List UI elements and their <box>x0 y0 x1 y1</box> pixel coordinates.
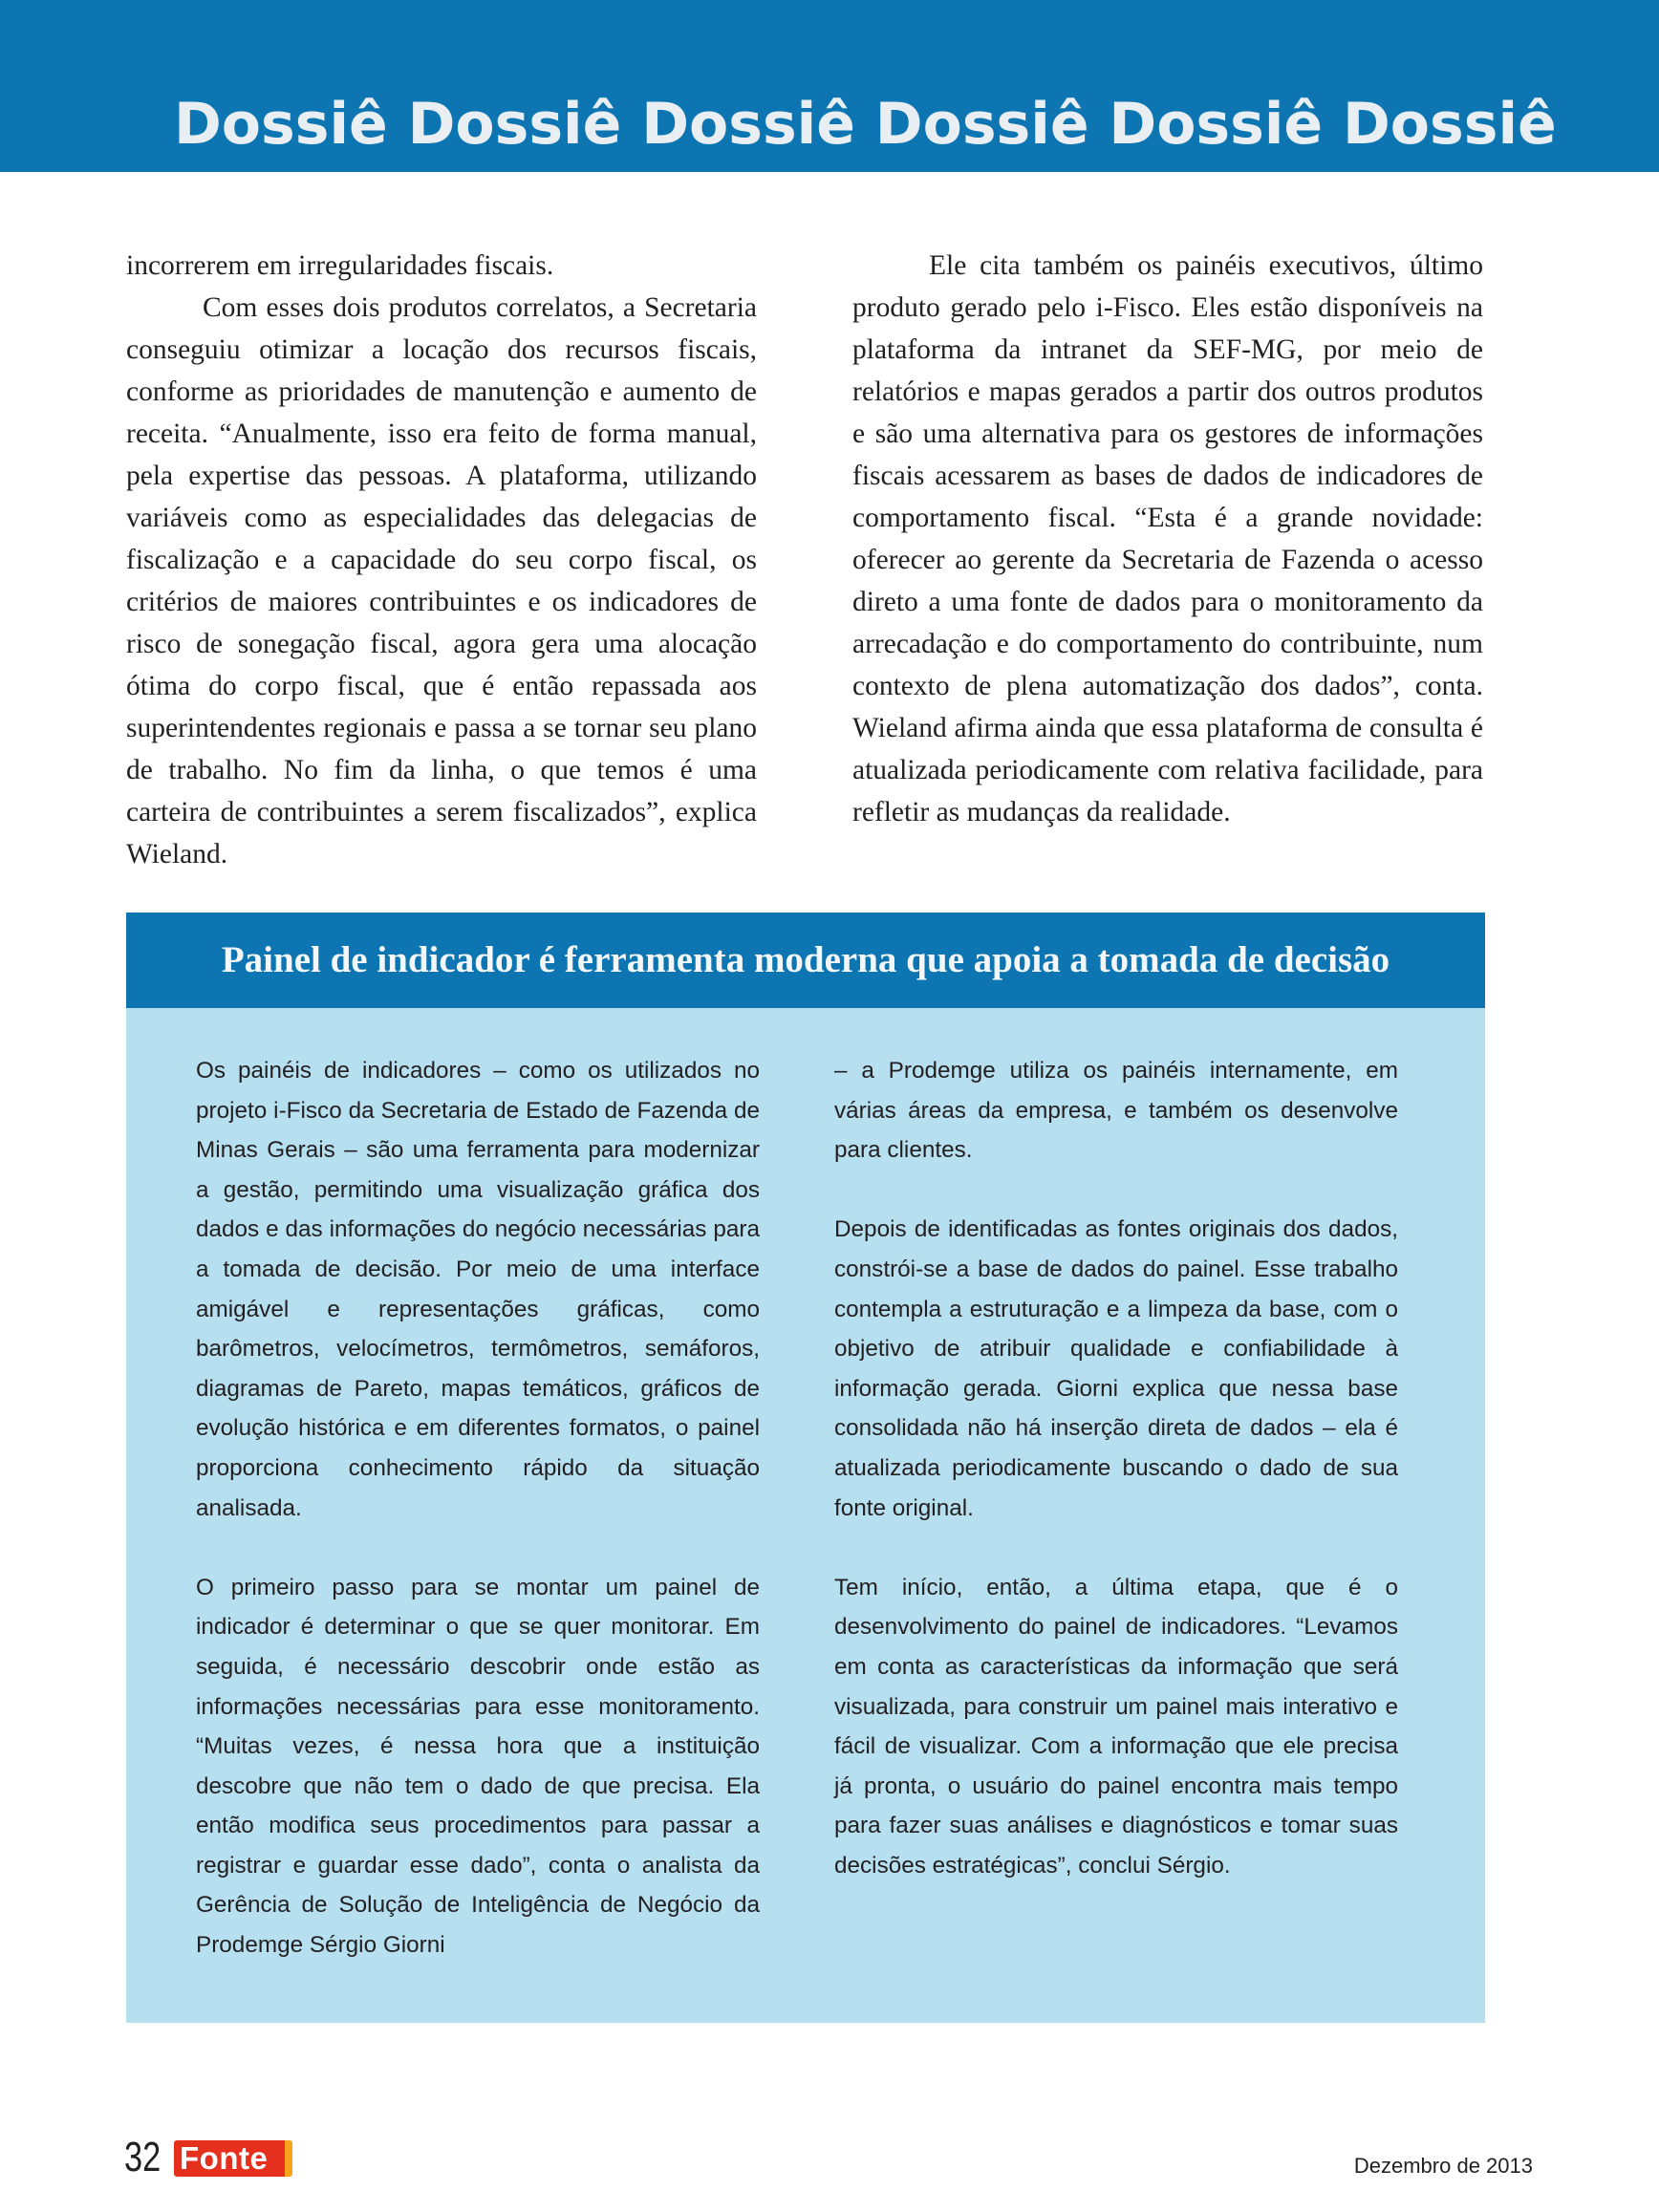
sidebar-box-title: Painel de indicador é ferramenta moderna que apoia a tomada de decisão <box>221 939 1390 980</box>
article-right-column <box>852 245 1483 833</box>
sidebar-paragraph: Tem início, então, a última etapa, que é o desenvolvimento do painel de indicadores. “Levamos em conta as características da informação que será visualizada, para construir um painel mais interativo e fácil de visualizar. Com a informação que ele precisa já pronta, o usuário do painel encontra mais tempo para fazer suas análises e diagnósticos e tomar suas decisões estratégicas”, conclui Sérgio. <box>834 1574 1398 1879</box>
article-left-column <box>126 245 757 875</box>
article-paragraph: Ele cita também os painéis executivos, último produto gerado pelo i-Fisco. Eles estão disponíveis na plataforma da intranet da SEF-MG, por meio de relatórios e mapas gerados a partir dos outros produtos e são uma alternativa para os gestores de informações fiscais acessarem as bases de dados de indicadores de comportamento fiscal. “Esta é a grande novidade: oferecer ao gerente da Secretaria de Fazenda o acesso direto a uma fonte de dados para o monitoramento da arrecadação e do comportamento do contribuinte, num contexto de plena automatização dos dados”, conta. Wieland afirma ainda que essa plataforma de consulta é atualizada periodicamente com relativa facilidade, para refletir as mudanças da realidade. <box>852 250 1483 827</box>
sidebar-paragraph: Depois de identificadas as fontes originais dos dados, constrói-se a base de dados do painel. Esse trabalho contempla a estruturação e a limpeza da base, com o objetivo de atribuir qualidade e confiabilidade à informação gerada. Giorni explica que nessa base consolidada não há inserção direta de dados – ela é atualizada periodicamente buscando o dado de sua fonte original. <box>834 1216 1398 1521</box>
fonte-logo <box>174 2140 292 2177</box>
sidebar-box-right-column <box>834 1051 1398 1885</box>
sidebar-box-left-column <box>196 1051 760 1965</box>
section-header-bar <box>0 0 1659 172</box>
article-paragraph: incorrerem em irregularidades fiscais. <box>126 250 554 281</box>
sidebar-box-header <box>126 913 1485 1008</box>
article-paragraph: Com esses dois produtos correlatos, a Secretaria conseguiu otimizar a locação dos recursos fiscais, conforme as prioridades de manutenção e aumento de receita. “Anualmente, isso era feito de forma manual, pela expertise das pessoas. A plataforma, utilizando variáveis como as especialidades das delegacias de fiscalização e a capacidade do seu corpo fiscal, os critérios de maiores contribuintes e os indicadores de risco de sonegação fiscal, agora gera uma alocação ótima do corpo fiscal, que é então repassada aos superintendentes regionais e passa a se tornar seu plano de trabalho. No fim da linha, o que temos é uma carteira de contribuintes a serem fiscalizados”, explica Wieland. <box>126 292 757 870</box>
section-title: Dossiê Dossiê Dossiê Dossiê Dossiê Dossiê <box>174 91 1557 158</box>
fonte-logo-text: Fonte <box>180 2140 269 2176</box>
page-number: 32 <box>124 2134 162 2180</box>
issue-date: Dezembro de 2013 <box>1353 2154 1533 2178</box>
sidebar-paragraph: – a Prodemge utiliza os painéis internamente, em várias áreas da empresa, e também os desenvolve para clientes. <box>834 1058 1398 1164</box>
sidebar-paragraph: O primeiro passo para se montar um painel de indicador é determinar o que se quer monitorar. Em seguida, é necessário descobrir onde estão as informações necessárias para esse monitoramento. “Muitas vezes, é nessa hora que a instituição descobre que não tem o dado de que precisa. Ela então modifica seus procedimentos para passar a registrar e guardar esse dado”, conta o analista da Gerência de Solução de Inteligência de Negócio da Prodemge Sérgio Giorni <box>196 1574 760 1959</box>
sidebar-paragraph: Os painéis de indicadores – como os utilizados no projeto i-Fisco da Secretaria de Estado de Fazenda de Minas Gerais – são uma ferramenta para modernizar a gestão, permitindo uma visualização gráfica dos dados e das informações do negócio necessárias para a tomada de decisão. Por meio de uma interface amigável e representações gráficas, como barômetros, velocímetros, termômetros, semáforos, diagramas de Pareto, mapas temáticos, gráficos de evolução histórica e em diferentes formatos, o painel proporciona conhecimento rápido da situação analisada. <box>196 1058 760 1521</box>
